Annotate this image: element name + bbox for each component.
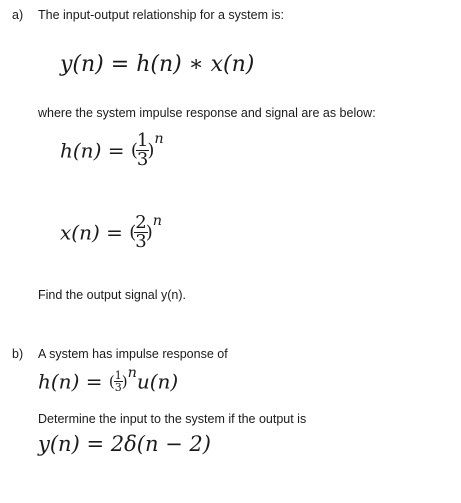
h-a-exp: n bbox=[154, 131, 164, 148]
x-a-exp: n bbox=[152, 213, 163, 230]
x-a-close-paren: ) bbox=[145, 222, 153, 243]
h-b-equals: = bbox=[85, 369, 103, 394]
x-a-open-paren: ( bbox=[129, 222, 137, 243]
h-b-tail: u(n) bbox=[136, 369, 179, 394]
h-a-lhs: h(n) bbox=[60, 138, 102, 163]
eq1-rhs: h(n) ∗ x(n) bbox=[136, 52, 255, 77]
h-b-num: 1 bbox=[114, 369, 122, 382]
equation-convolution bbox=[60, 52, 254, 77]
x-a-num: 2 bbox=[135, 212, 147, 233]
x-a-equals: = bbox=[106, 220, 123, 245]
part-a-intro: The input-output relationship for a system is: bbox=[38, 8, 284, 22]
h-b-lhs: h(n) bbox=[38, 369, 80, 394]
y-b-lhs: y(n) bbox=[38, 432, 80, 456]
h-a-den: 3 bbox=[136, 149, 149, 170]
equation-h-b bbox=[38, 364, 179, 394]
part-b-intro: A system has impulse response of bbox=[38, 347, 228, 361]
h-b-exp: n bbox=[127, 364, 137, 381]
equation-y-b bbox=[38, 432, 211, 456]
y-b-equals: = bbox=[86, 432, 105, 456]
equation-x-a bbox=[60, 214, 162, 251]
part-a-where: where the system impulse response and signal are as below: bbox=[38, 106, 376, 120]
x-a-den: 3 bbox=[135, 231, 147, 252]
y-b-rhs: 2δ(n − 2) bbox=[110, 432, 211, 456]
equation-h-a bbox=[60, 132, 164, 169]
part-b-marker: b) bbox=[12, 347, 24, 361]
h-a-open-paren: ( bbox=[130, 140, 138, 161]
h-a-equals: = bbox=[107, 138, 125, 163]
x-a-lhs: x(n) bbox=[60, 220, 100, 245]
part-b-task: Determine the input to the system if the output is bbox=[38, 412, 307, 426]
part-a-task: Find the output signal y(n). bbox=[38, 288, 186, 302]
part-a-marker: a) bbox=[12, 8, 24, 22]
h-b-open-paren: ( bbox=[108, 372, 115, 391]
h-b-close-paren: ) bbox=[121, 372, 128, 391]
h-a-close-paren: ) bbox=[147, 140, 155, 161]
h-b-den: 3 bbox=[114, 381, 122, 394]
h-a-num: 1 bbox=[136, 130, 149, 151]
eq1-lhs: y(n) bbox=[60, 52, 104, 77]
eq1-equals: = bbox=[110, 52, 130, 77]
